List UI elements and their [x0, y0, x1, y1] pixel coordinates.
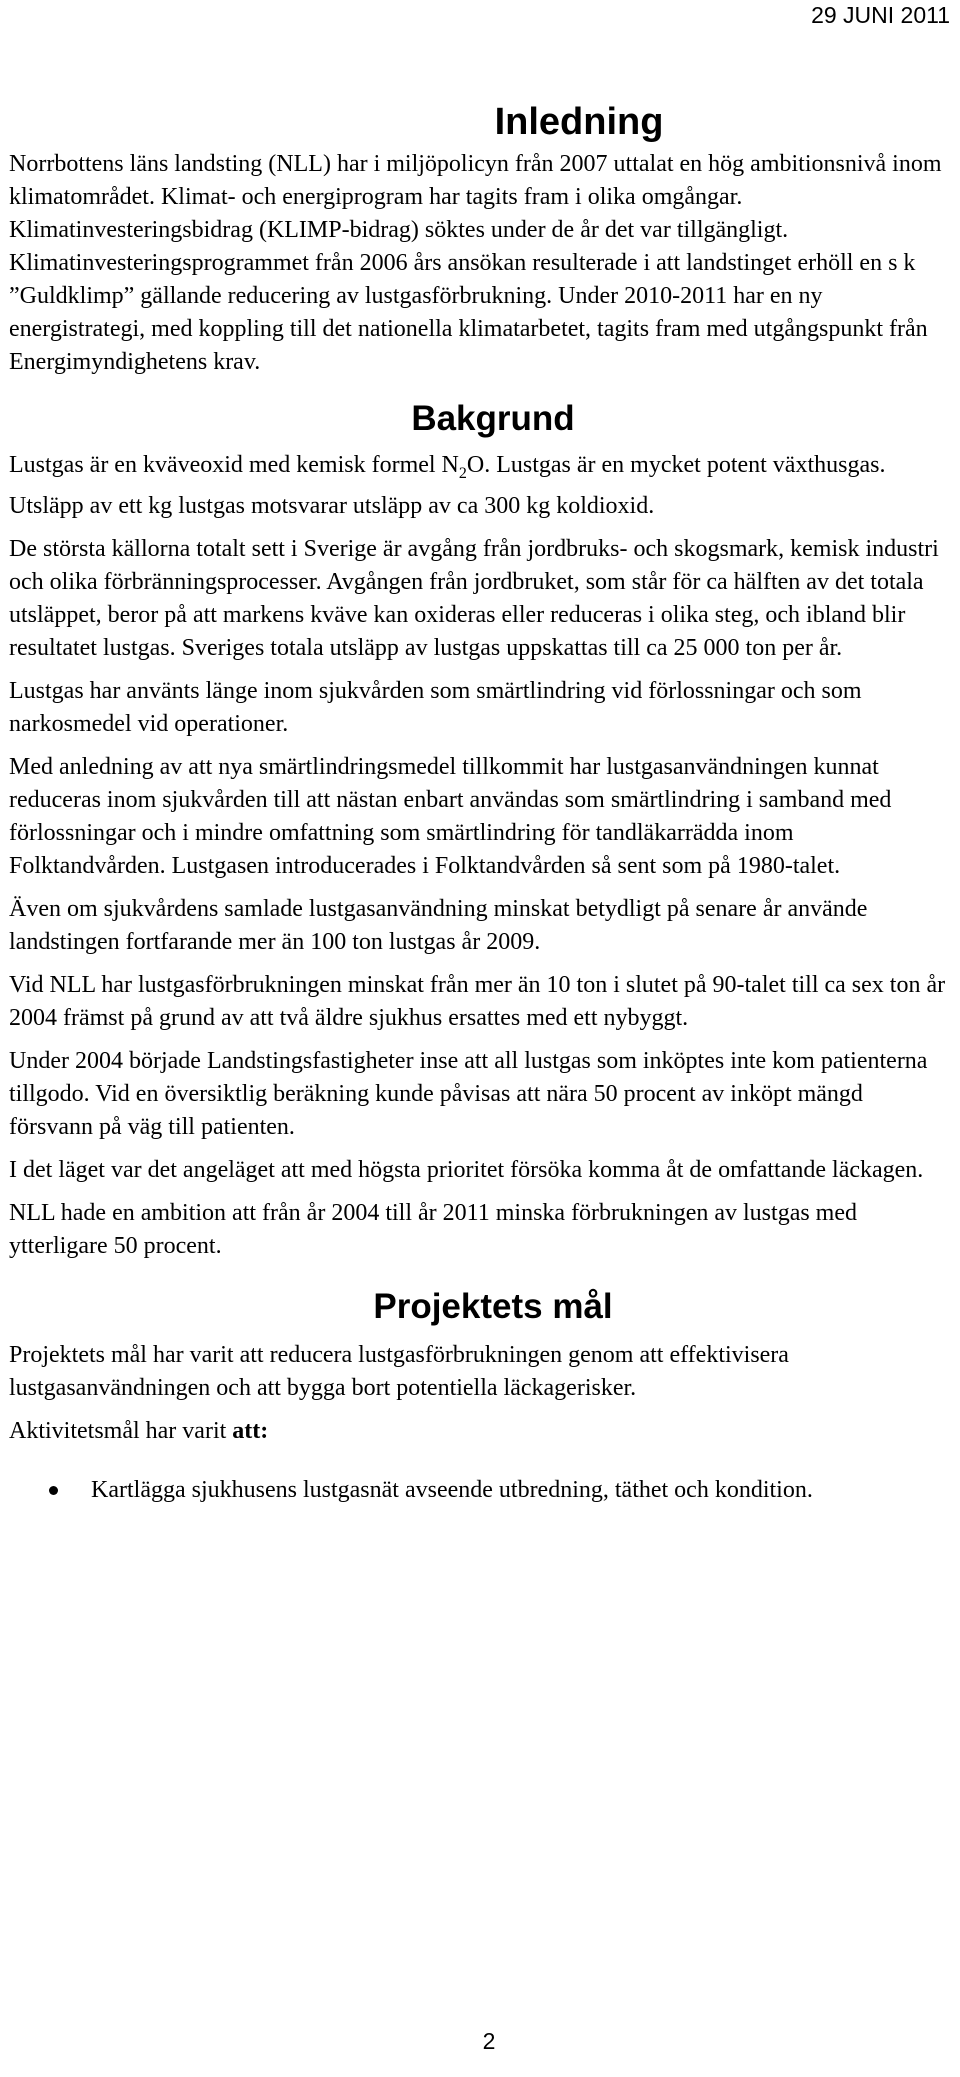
paragraph-bakgrund-2: De största källorna totalt sett i Sverige är avgång från jordbruks- och skogsmark, kemisk industri och olika förbränningsprocesser. Avgången från jordbruket, som står för ca hälften av det totala utsläppet, beror på att markens kväve kan oxideras eller reduceras i olika steg, och ibland blir resultatet lustgas. Sveriges totala utsläpp av lustgas uppskattas till ca 25 000 ton per år. — [9, 535, 939, 661]
list-item — [9, 1474, 949, 1507]
paragraph-bakgrund-4: Med anledning av att nya smärtlindringsmedel tillkommit har lustgasanvändningen kunnat reduceras inom sjukvården till att nästan enbart användas som smärtlindring i samband med förlossningar och i mindre omfattning som smärtlindring för tandläkarrädda inom Folktandvården. Lustgasen introducerades i Folktandvården så sent som på 1980-talet. — [9, 753, 892, 879]
document-body — [9, 100, 949, 1507]
paragraph-bakgrund-6: Vid NLL har lustgasförbrukningen minskat från mer än 10 ton i slutet på 90-talet till ca sex ton år 2004 främst på grund av att två äldre sjukhus ersattes med ett nybyggt. — [9, 971, 946, 1031]
heading-bakgrund: Bakgrund — [411, 399, 575, 438]
text-after-sub: O. Lustgas är en mycket potent växthusgas. Utsläpp av ett kg lustgas motsvarar utsläpp av ca 300 kg koldioxid. — [9, 452, 886, 519]
paragraph-bakgrund-3: Lustgas har använts länge inom sjukvården som smärtlindring vid förlossningar och som narkosmedel vid operationer. — [9, 677, 862, 737]
heading-projektets-mal: Projektets mål — [373, 1286, 613, 1326]
list-item-text: Kartlägga sjukhusens lustgasnät avseende utbredning, täthet och kondition. — [91, 1476, 813, 1503]
paragraph-inledning: Norrbottens läns landsting (NLL) har i miljöpolicyn från 2007 uttalat en hög ambitionsnivå inom klimatområdet. Klimat- och energiprogram har tagits fram i olika omgångar. Klimatinvesteringsbidrag (KLIMP-bidrag) söktes under de år det var tillgängligt. Klimatinvesteringsprogrammet från 2006 års ansökan resulterade i att landstinget erhöll en s k ”Guldklimp” gällande reducering av lustgasförbrukning. Under 2010-2011 har en ny energistrategi, med koppling till det nationella klimatarbetet, tagits fram med utgångspunkt från Energimyndighetens krav. — [9, 151, 942, 375]
paragraph-aktivitetsmal — [9, 1415, 949, 1448]
subscript-2: 2 — [458, 464, 467, 482]
aktivitetsmal-text: Aktivitetsmål har varit — [9, 1417, 233, 1444]
paragraph-projektets-mal-1: Projektets mål har varit att reducera lustgasförbrukningen genom att effektivisera lustgasanvändningen och att bygga bort potentiella läckagerisker. — [9, 1341, 789, 1401]
bullet-icon — [49, 1486, 58, 1495]
aktivitetsmal-bold: att: — [232, 1417, 269, 1444]
bullet-list — [9, 1474, 949, 1507]
paragraph-bakgrund-7: Under 2004 började Landstingsfastigheter inse att all lustgas som inköptes inte kom patienterna tillgodo. Vid en översiktlig beräkning kunde påvisas att nära 50 procent av inköpt mängd försvann på väg till patienten. — [9, 1047, 928, 1140]
header-date: 29 JUNI 2011 — [811, 2, 950, 28]
text-before-sub: Lustgas är en kväveoxid med kemisk formel N — [9, 452, 459, 478]
paragraph-bakgrund-8: I det läget var det angeläget att med högsta prioritet försöka komma åt de omfattande läckagen. — [9, 1156, 924, 1183]
paragraph-bakgrund-9: NLL hade en ambition att från år 2004 till år 2011 minska förbrukningen av lustgas med ytterligare 50 procent. — [9, 1199, 858, 1259]
page-number: 2 — [482, 2028, 496, 2054]
paragraph-bakgrund-1 — [9, 449, 949, 523]
paragraph-bakgrund-5: Även om sjukvårdens samlade lustgasanvändning minskat betydligt på senare år använde landstingen fortfarande mer än 100 ton lustgas år 2009. — [9, 895, 868, 955]
heading-inledning: Inledning — [494, 101, 664, 143]
